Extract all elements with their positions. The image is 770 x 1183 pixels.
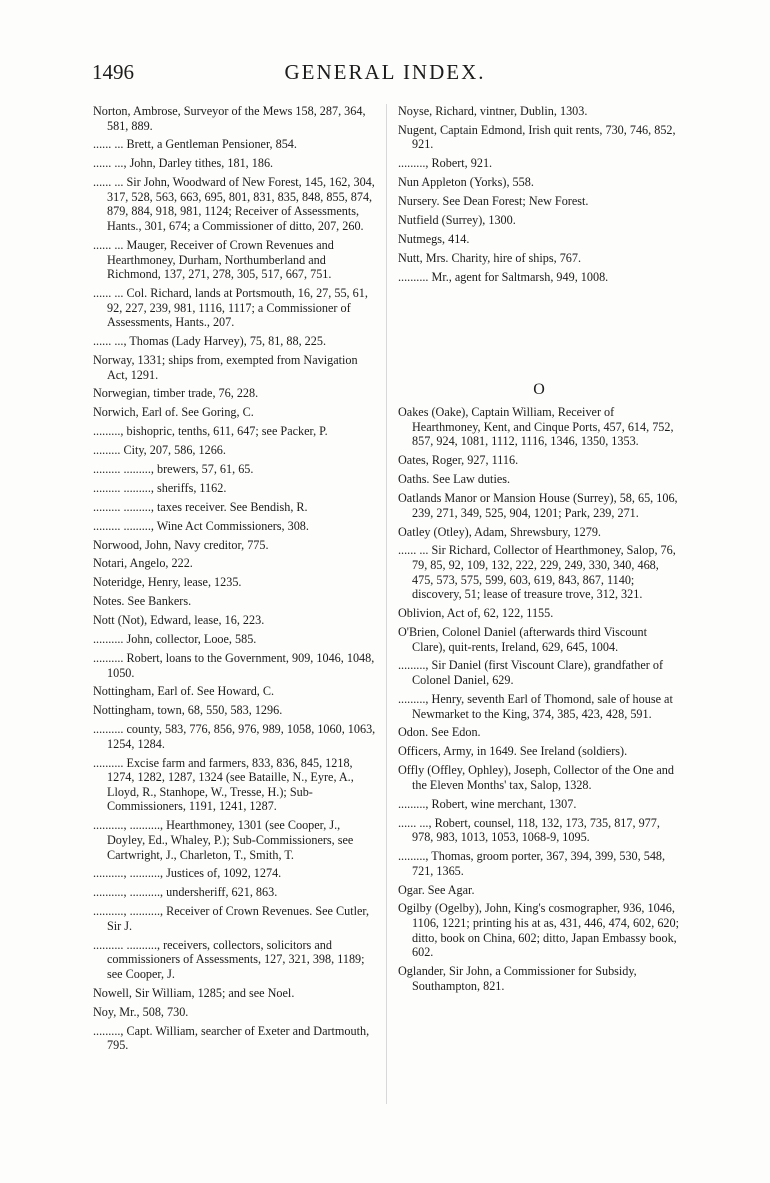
index-entry: ........., Thomas, groom porter, 367, 394, 399, 530, 548, 721, 1365. [398,849,666,878]
index-entry: ...... ... Col. Richard, lands at Portsmouth, 16, 27, 55, 61, 92, 227, 239, 981, 1116, 1117; a Commissioner of Assessments, Hants., 207. [93,286,368,330]
index-entry: Offly (Offley, Ophley), Joseph, Collector of the One and the Eleven Months' tax, Salop, 1328. [398,763,674,792]
index-entry: .......... Mr., agent for Saltmarsh, 949, 1008. [398,269,609,284]
index-entry: Nugent, Captain Edmond, Irish quit rents, 730, 746, 852, 921. [398,122,676,152]
index-entry: .......... .........., receivers, collectors, solicitors and commissioners of Assessments, 127, 321, 398, 1189; see Cooper, J. [93,937,365,981]
page-number: 1496 [92,60,134,84]
index-entry: Oblivion, Act of, 62, 122, 1155. [398,606,554,621]
index-entry: ........., Sir Daniel (first Viscount Clare), grandfather of Colonel Daniel, 629. [398,658,664,688]
index-entry: Ogar. See Agar. [398,882,475,897]
index-entry: Oglander, Sir John, a Commissioner for Subsidy, Southampton, 821. [398,964,637,993]
index-entry: Oatlands Manor or Mansion House (Surrey), 58, 65, 106, 239, 271, 349, 525, 904, 1201; Park, 239, 271. [398,491,678,520]
index-entry: .........., .........., Receiver of Crown Revenues. See Cutler, Sir J. [93,904,370,933]
index-entry: O'Brien, Colonel Daniel (afterwards third Viscount Clare), quit-rents, Ireland, 629, 645, 1004. [398,625,647,654]
index-entry: Oaths. See Law duties. [398,472,511,487]
index-entry: Notari, Angelo, 222. [93,556,193,571]
section-letter-heading: O [533,380,545,398]
index-entry: ...... ..., Thomas (Lady Harvey), 75, 81, 88, 225. [93,334,326,349]
column-divider [386,104,387,1104]
index-entry: Nottingham, Earl of. See Howard, C. [93,684,275,699]
index-entry: ........., Henry, seventh Earl of Thomond, sale of house at Newmarket to the King, 374, 385, 423, 428, 591. [398,691,673,721]
index-entry: ...... ... Sir John, Woodward of New Forest, 145, 162, 304, 317, 528, 563, 663, 695, 801, 831, 835, 848, 855, 874, 879, 884, 918, 981, 1124; Receiver of Assessments, Hants., 301, 674; a Commissioner of ditto, 207, 260. [93,175,375,234]
index-entry: Nott (Not), Edward, lease, 16, 223. [93,613,265,628]
index-column-right [398,104,680,998]
index-entry: ........., Robert, wine merchant, 1307. [398,796,577,811]
index-entry: Nursery. See Dean Forest; New Forest. [398,194,589,209]
index-entry: Nowell, Sir William, 1285; and see Noel. [93,985,295,1000]
index-entry: Officers, Army, in 1649. See Ireland (soldiers). [398,744,628,759]
index-entry: .........., .........., Hearthmoney, 1301 (see Cooper, J., Doyley, Ed., Whaley, P.); Sub-Commissioners, see Cartwright, J., Charleton, T., Smith, T. [93,818,354,862]
index-entry: Nun Appleton (Yorks), 558. [398,175,534,190]
index-entry: .......... John, collector, Looe, 585. [93,632,257,647]
section-gap [398,289,680,377]
index-entry: .......... county, 583, 776, 856, 976, 989, 1058, 1060, 1063, 1254, 1284. [93,722,376,751]
page-title: GENERAL INDEX. [284,60,486,84]
index-entry: Nutmegs, 414. [398,231,470,246]
index-entry: Odon. See Edon. [398,725,481,740]
index-entry: Oakes (Oake), Captain William, Receiver of Hearthmoney, Kent, and Cinque Ports, 457, 614, 752, 857, 924, 1081, 1112, 1116, 1346, 1350, 1353. [398,405,674,449]
index-entry: Norton, Ambrose, Surveyor of the Mews 158, 287, 364, 581, 889. [93,104,366,133]
index-entry: .........., .........., undersheriff, 621, 863. [93,885,278,900]
index-section-n [398,104,680,284]
index-entry: .......... Robert, loans to the Government, 909, 1046, 1048, 1050. [93,650,375,680]
index-entry: ......... City, 207, 586, 1266. [93,443,226,458]
index-entry: ...... ..., John, Darley tithes, 181, 186. [93,156,274,171]
index-entry: ........., bishopric, tenths, 611, 647; see Packer, P. [93,424,328,439]
index-section-o [398,405,680,993]
index-entry: Notes. See Bankers. [93,594,192,609]
index-entry: ......... ........., sheriffs, 1162. [93,480,227,495]
index-entry: ...... ... Sir Richard, Collector of Hearthmoney, Salop, 76, 79, 85, 92, 109, 132, 222, 229, 249, 330, 340, 468, 475, 573, 575, 599, 603, 619, 843, 867, 1140; discovery, 51; lease of treasure trove, 312, 321. [398,543,676,602]
page-header [0,48,770,88]
index-entry: ........., Capt. William, searcher of Exeter and Dartmouth, 795. [93,1023,370,1053]
index-entry: .........., .........., Justices of, 1092, 1274. [93,866,282,881]
index-entry: Noy, Mr., 508, 730. [93,1004,189,1019]
index-entry: .......... Excise farm and farmers, 833, 836, 845, 1218, 1274, 1282, 1287, 1324 (see Bataille, N., Eyre, A., Lloyd, R., Stanhope, W., Tresse, H.); Sub-Commissioners, 1191, 1241, 1287. [93,755,354,814]
index-entry: Noyse, Richard, vintner, Dublin, 1303. [398,104,588,118]
index-entry: ......... ........., taxes receiver. See Bendish, R. [93,499,308,514]
index-entry: Noteridge, Henry, lease, 1235. [93,575,242,590]
index-entry: Oates, Roger, 927, 1116. [398,453,519,468]
index-entry: Norwegian, timber trade, 76, 228. [93,386,259,401]
index-entry: Norway, 1331; ships from, exempted from Navigation Act, 1291. [93,352,358,382]
index-entry: ......... ........., Wine Act Commissioners, 308. [93,518,309,533]
index-entry: ......... ........., brewers, 57, 61, 65. [93,462,254,477]
index-entry: Nottingham, town, 68, 550, 583, 1296. [93,703,283,718]
index-column-left [93,104,376,1057]
index-entry: Nutfield (Surrey), 1300. [398,213,516,228]
index-entry: Ogilby (Ogelby), John, King's cosmographer, 936, 1046, 1106, 1221; printing his at as, 431, 446, 474, 602, 620; ditto, book on China, 602; ditto, Japan Embassy book, 602. [398,901,679,960]
index-entry: ...... ... Mauger, Receiver of Crown Revenues and Hearthmoney, Durham, Northumberland and Richmond, 137, 271, 278, 305, 517, 667, 751. [93,237,334,282]
index-entry: Norwich, Earl of. See Goring, C. [93,405,254,420]
index-entry: Norwood, John, Navy creditor, 775. [93,537,269,552]
index-entry: ........., Robert, 921. [398,156,493,171]
index-entry: Oatley (Otley), Adam, Shrewsbury, 1279. [398,524,601,539]
index-entry: Nutt, Mrs. Charity, hire of ships, 767. [398,250,582,265]
index-entry: ...... ..., Robert, counsel, 118, 132, 173, 735, 817, 977, 978, 983, 1013, 1053, 1068-9, 1095. [398,815,660,845]
index-entry: ...... ... Brett, a Gentleman Pensioner, 854. [93,137,297,152]
